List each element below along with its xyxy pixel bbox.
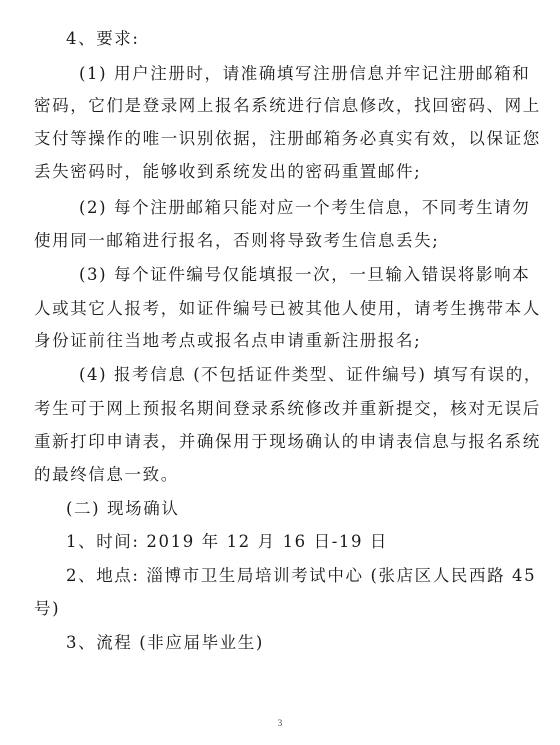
paragraph-line: 人或其它人报考，如证件编号已被其他人使用，请考生携带本人 [34,299,541,318]
paragraph-line: (4) 报考信息 (不包括证件类型、证件编号) 填写有误的， [79,365,542,384]
time-item: 1、时间: 2019 年 12 月 16 日-19 日 [66,532,389,551]
paragraph-line: 重新打印申请表，并确保用于现场确认的申请表信息与报名系统 [34,432,541,451]
paragraph-line: 密码，它们是登录网上报名系统进行信息修改，找回密码、网上 [34,96,541,115]
page-number: 3 [277,718,283,728]
section-heading-onsite-confirmation: (二) 现场确认 [66,499,180,518]
paragraph-line: 考生可于网上预报名期间登录系统修改并重新提交，核对无误后 [34,399,541,418]
paragraph-line: 的最终信息一致。 [34,465,179,484]
process-item: 3、流程 (非应届毕业生) [66,633,264,652]
paragraph-line: 使用同一邮箱进行报名，否则将导致考生信息丢失; [34,231,440,250]
section-heading-requirements: 4、要求: [66,29,140,48]
paragraph-line: 丢失密码时，能够收到系统发出的密码重置邮件; [34,162,422,181]
paragraph-line: 支付等操作的唯一识别依据，注册邮箱务必真实有效，以保证您 [34,129,541,148]
paragraph-line: 身份证前往当地考点或报名点申请重新注册报名; [34,331,422,350]
location-item: 2、地点: 淄博市卫生局培训考试中心 (张店区人民西路 45 [66,566,537,585]
location-item-continuation: 号) [34,599,61,618]
paragraph-line: (3) 每个证件编号仅能填报一次，一旦输入错误将影响本 [79,265,531,284]
paragraph-line: (1) 用户注册时，请准确填写注册信息并牢记注册邮箱和 [79,64,531,83]
paragraph-line: (2) 每个注册邮箱只能对应一个考生信息，不同考生请勿 [79,198,531,217]
